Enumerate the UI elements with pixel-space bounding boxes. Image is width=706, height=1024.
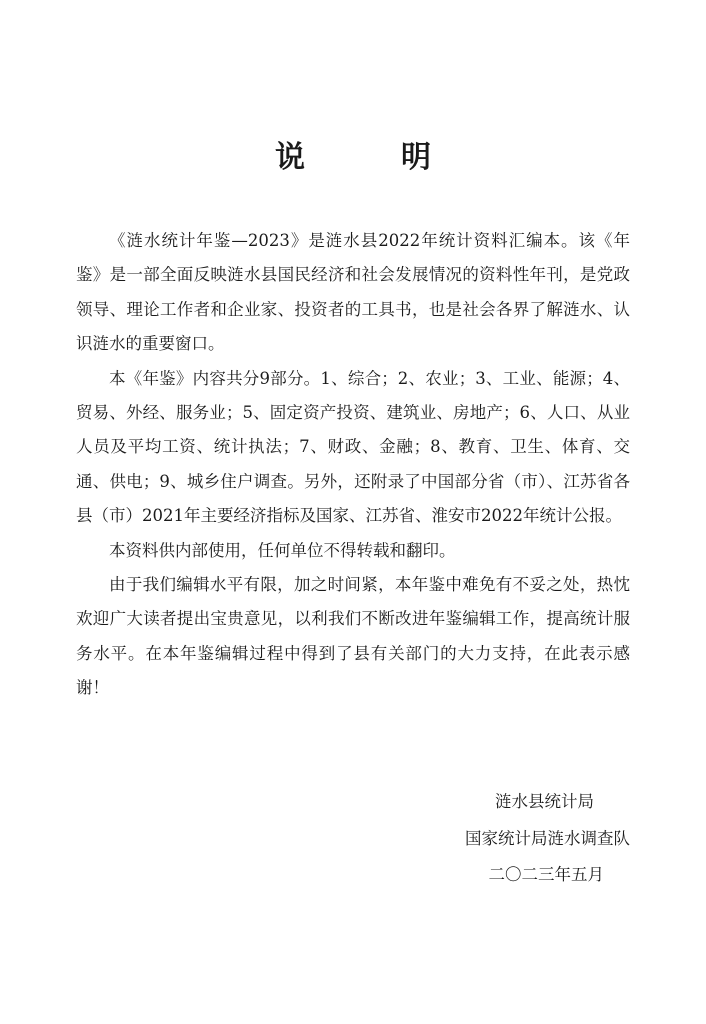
signature-date: 二〇二三年五月 xyxy=(488,865,604,884)
signature-block xyxy=(370,784,630,894)
page-title: 说明 xyxy=(275,140,527,175)
paragraph-acknowledgement: 由于我们编辑水平有限，加之时间紧，本年鉴中难免有不妥之处，热忱欢迎广大读者提出宝贵意见，以利我们不断改进年鉴编辑工作，提高统计服务水平。在本年鉴编辑过程中得到了县有关部门的大力支持，在此表示感谢！ xyxy=(76,575,630,698)
body-text xyxy=(76,224,630,706)
signature-org-bureau: 涟水县统计局 xyxy=(495,792,594,811)
paragraph-usage: 本资料供内部使用，任何单位不得转载和翻印。 xyxy=(109,540,456,560)
paragraph-intro: 《涟水统计年鉴—2023》是涟水县2022年统计资料汇编本。该《年鉴》是一部全面反映涟水县国民经济和社会发展情况的资料性年刊，是党政领导、理论工作者和企业家、投资者的工具书，也是社会各界了解涟水、认识涟水的重要窗口。 xyxy=(76,231,630,354)
paragraph-contents: 本《年鉴》内容共分9部分。1、综合；2、农业；3、工业、能源；4、贸易、外经、服务业；5、固定资产投资、建筑业、房地产；6、人口、从业人员及平均工资、统计执法；7、财政、金融；8、教育、卫生、体育、交通、供电；9、城乡住户调查。另外，还附录了中国部分省（市）、江苏省各县（市）2021年主要经济指标及国家、江苏省、淮安市2022年统计公报。 xyxy=(76,368,630,526)
signature-org-survey-team: 国家统计局涟水调查队 xyxy=(465,828,630,848)
